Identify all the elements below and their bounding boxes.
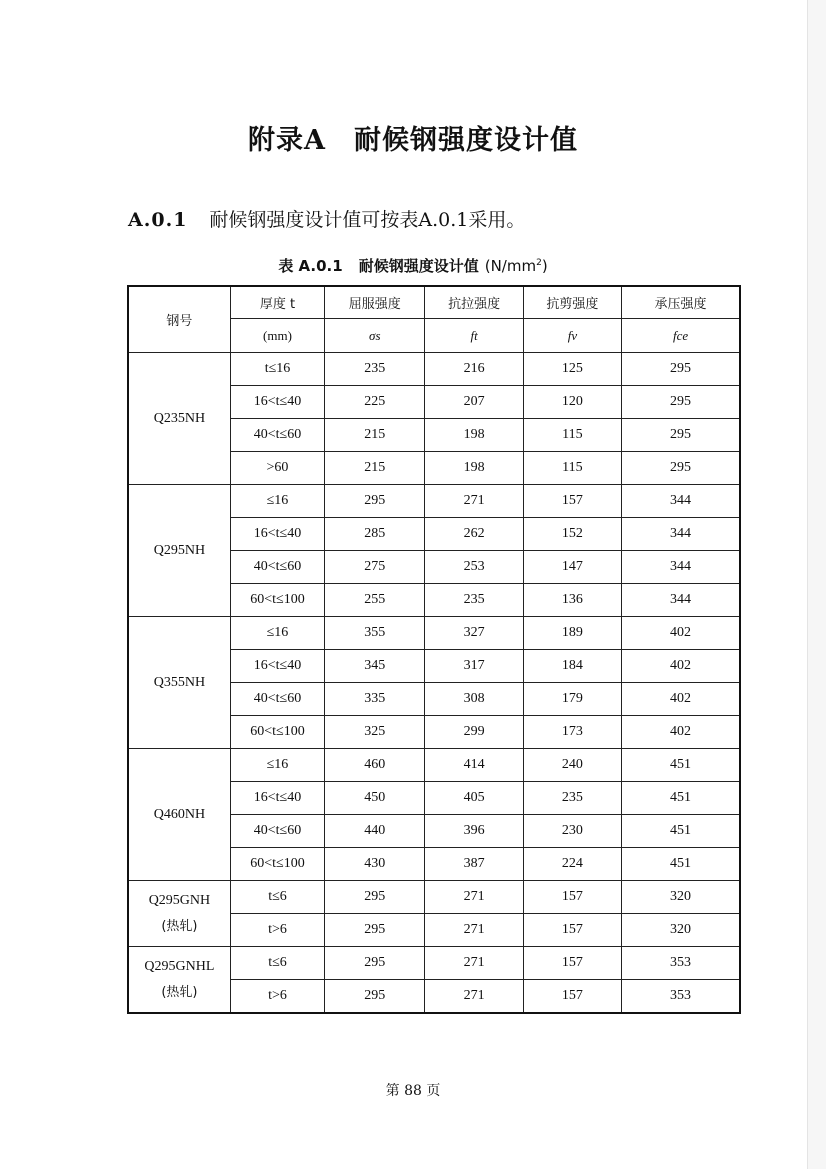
bearing-cell: 402: [622, 716, 740, 749]
thickness-cell: t>6: [230, 914, 324, 947]
shear-cell: 240: [523, 749, 621, 782]
header-grade: 钢号: [128, 286, 230, 353]
grade-note: (热轧): [161, 918, 198, 934]
strength-table: [127, 285, 741, 1014]
thickness-cell: 16<t≤40: [230, 518, 324, 551]
shear-cell: 230: [523, 815, 621, 848]
thickness-cell: 16<t≤40: [230, 782, 324, 815]
page-number: 第 88 页: [385, 1083, 441, 1099]
grade-name: Q295NH: [153, 542, 206, 558]
unit-close: ): [541, 257, 548, 275]
header-yield-symbol: σs: [325, 319, 425, 353]
tensile-cell: 253: [425, 551, 523, 584]
bearing-cell: 295: [622, 386, 740, 419]
grade-name: Q295GNHL: [144, 958, 215, 974]
bearing-cell: 320: [622, 881, 740, 914]
tensile-cell: 271: [425, 947, 523, 980]
tensile-cell: 198: [425, 419, 523, 452]
table-body: [128, 353, 740, 1014]
grade-cell: [128, 353, 230, 485]
bearing-cell: 295: [622, 452, 740, 485]
clause-paragraph: [128, 205, 525, 232]
header-bearing-symbol: fce: [622, 319, 740, 353]
table-caption-unit: [485, 257, 548, 275]
grade-name: Q235NH: [153, 410, 206, 426]
yield-cell: 295: [325, 914, 425, 947]
bearing-cell: 402: [622, 617, 740, 650]
bearing-cell: 344: [622, 518, 740, 551]
thickness-cell: ≤16: [230, 617, 324, 650]
yield-cell: 295: [325, 881, 425, 914]
bearing-cell: 295: [622, 353, 740, 386]
thickness-cell: t≤6: [230, 881, 324, 914]
table-caption: [0, 255, 826, 276]
bearing-cell: 344: [622, 485, 740, 518]
unit-superscript: 2: [536, 258, 542, 268]
yield-cell: 440: [325, 815, 425, 848]
yield-cell: 215: [325, 419, 425, 452]
header-tensile-symbol: ft: [425, 319, 523, 353]
bearing-cell: 451: [622, 782, 740, 815]
shear-cell: 157: [523, 485, 621, 518]
yield-cell: 355: [325, 617, 425, 650]
header-bearing: 承压强度: [622, 286, 740, 319]
tensile-cell: 405: [425, 782, 523, 815]
yield-cell: 235: [325, 353, 425, 386]
header-thickness-unit: (mm): [230, 319, 324, 353]
thickness-cell: ≤16: [230, 749, 324, 782]
yield-cell: 325: [325, 716, 425, 749]
yield-cell: 285: [325, 518, 425, 551]
thickness-cell: 16<t≤40: [230, 650, 324, 683]
table-caption-title: 耐候钢强度设计值: [358, 257, 479, 275]
tensile-cell: 271: [425, 881, 523, 914]
shear-cell: 173: [523, 716, 621, 749]
tensile-cell: 262: [425, 518, 523, 551]
thickness-cell: 40<t≤60: [230, 815, 324, 848]
tensile-cell: 387: [425, 848, 523, 881]
tensile-cell: 308: [425, 683, 523, 716]
tensile-cell: 271: [425, 485, 523, 518]
header-shear: 抗剪强度: [523, 286, 621, 319]
table-row: [128, 749, 740, 782]
bearing-cell: 344: [622, 551, 740, 584]
thickness-cell: 40<t≤60: [230, 683, 324, 716]
tensile-cell: 299: [425, 716, 523, 749]
shear-cell: 147: [523, 551, 621, 584]
bearing-cell: 451: [622, 749, 740, 782]
shear-cell: 157: [523, 947, 621, 980]
yield-cell: 275: [325, 551, 425, 584]
shear-cell: 115: [523, 452, 621, 485]
grade-cell: [128, 485, 230, 617]
yield-cell: 450: [325, 782, 425, 815]
tensile-cell: 198: [425, 452, 523, 485]
yield-cell: 295: [325, 485, 425, 518]
thickness-cell: t>6: [230, 980, 324, 1014]
shear-cell: 125: [523, 353, 621, 386]
header-thickness: 厚度 t: [230, 286, 324, 319]
grade-cell: [128, 749, 230, 881]
shear-cell: 235: [523, 782, 621, 815]
thickness-cell: 60<t≤100: [230, 716, 324, 749]
thickness-cell: ≤16: [230, 485, 324, 518]
header-tensile: 抗拉强度: [425, 286, 523, 319]
tensile-cell: 327: [425, 617, 523, 650]
table-row: [128, 485, 740, 518]
bearing-cell: 353: [622, 947, 740, 980]
shear-cell: 136: [523, 584, 621, 617]
bearing-cell: 451: [622, 848, 740, 881]
shear-cell: 179: [523, 683, 621, 716]
grade-name: Q460NH: [153, 806, 206, 822]
grade-note: (热轧): [161, 984, 198, 1000]
bearing-cell: 295: [622, 419, 740, 452]
tensile-cell: 317: [425, 650, 523, 683]
bearing-cell: 451: [622, 815, 740, 848]
bearing-cell: 402: [622, 683, 740, 716]
shear-cell: 157: [523, 914, 621, 947]
yield-cell: 255: [325, 584, 425, 617]
yield-cell: 335: [325, 683, 425, 716]
bearing-cell: 344: [622, 584, 740, 617]
yield-cell: 345: [325, 650, 425, 683]
header-shear-symbol: fv: [523, 319, 621, 353]
yield-cell: 215: [325, 452, 425, 485]
page-title: 附录A 耐候钢强度设计值: [248, 125, 578, 156]
shear-cell: 120: [523, 386, 621, 419]
thickness-cell: 16<t≤40: [230, 386, 324, 419]
yield-cell: 225: [325, 386, 425, 419]
thickness-cell: t≤16: [230, 353, 324, 386]
tensile-cell: 235: [425, 584, 523, 617]
yield-cell: 295: [325, 947, 425, 980]
tensile-cell: 271: [425, 914, 523, 947]
tensile-cell: 271: [425, 980, 523, 1014]
shear-cell: 157: [523, 980, 621, 1014]
clause-text: 耐候钢强度设计值可按表A.0.1采用。: [209, 209, 526, 231]
thickness-cell: 60<t≤100: [230, 848, 324, 881]
thickness-cell: t≤6: [230, 947, 324, 980]
unit-text: (N/mm: [484, 257, 537, 275]
table-caption-number: 表 A.0.1: [278, 257, 343, 275]
yield-cell: 460: [325, 749, 425, 782]
bearing-cell: 320: [622, 914, 740, 947]
grade-name: Q295GNH: [148, 892, 211, 908]
clause-number: A.0.1: [128, 209, 188, 231]
header-yield: 屈服强度: [325, 286, 425, 319]
thickness-cell: 40<t≤60: [230, 551, 324, 584]
shear-cell: 184: [523, 650, 621, 683]
tensile-cell: 414: [425, 749, 523, 782]
thickness-cell: 40<t≤60: [230, 419, 324, 452]
table-row: [128, 881, 740, 914]
tensile-cell: 216: [425, 353, 523, 386]
grade-cell: [128, 881, 230, 947]
yield-cell: 295: [325, 980, 425, 1014]
shear-cell: 224: [523, 848, 621, 881]
shear-cell: 189: [523, 617, 621, 650]
grade-cell: [128, 947, 230, 1014]
tensile-cell: 396: [425, 815, 523, 848]
table-row: [128, 947, 740, 980]
grade-name: Q355NH: [153, 674, 206, 690]
shear-cell: 157: [523, 881, 621, 914]
table-header: [128, 286, 740, 353]
shear-cell: 152: [523, 518, 621, 551]
bearing-cell: 353: [622, 980, 740, 1014]
grade-cell: [128, 617, 230, 749]
shear-cell: 115: [523, 419, 621, 452]
thickness-cell: >60: [230, 452, 324, 485]
tensile-cell: 207: [425, 386, 523, 419]
table-row: [128, 353, 740, 386]
page-edge: [807, 0, 826, 1169]
yield-cell: 430: [325, 848, 425, 881]
thickness-cell: 60<t≤100: [230, 584, 324, 617]
table-row: [128, 617, 740, 650]
bearing-cell: 402: [622, 650, 740, 683]
